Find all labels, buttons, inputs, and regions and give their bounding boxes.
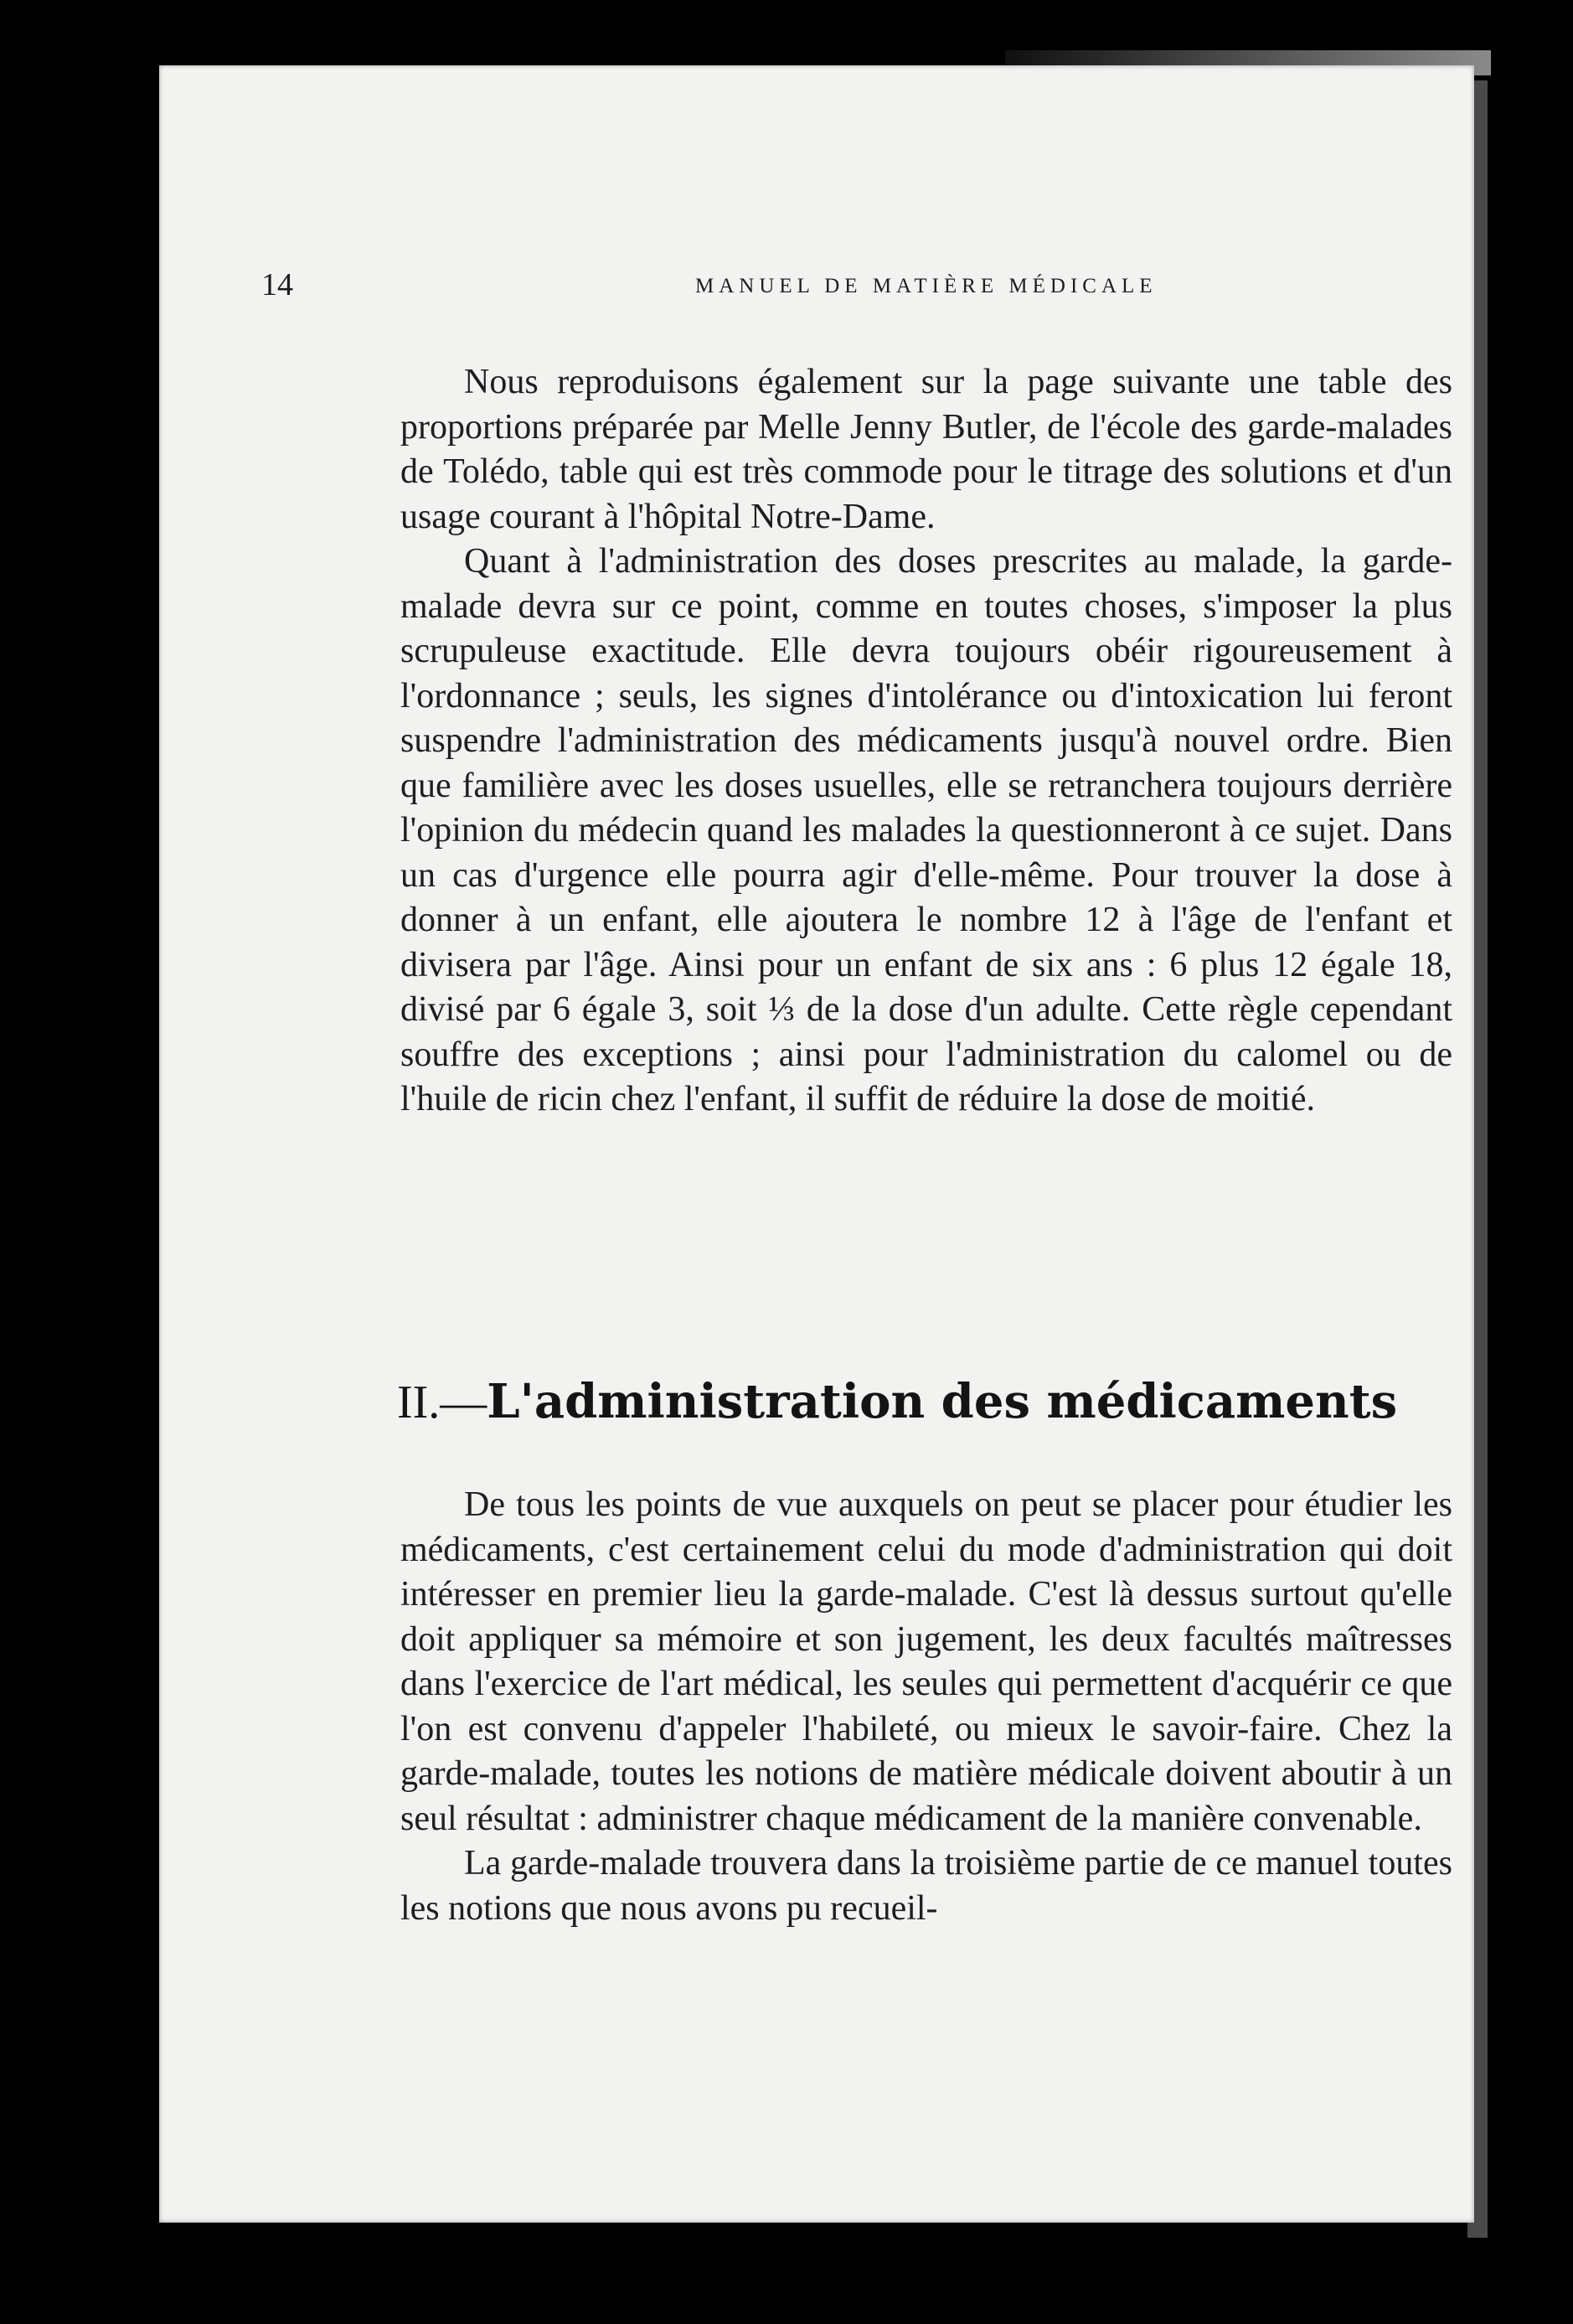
paragraph: La garde-malade trouvera dans la troisième partie de ce manuel toutes les notions que nous avons pu recueil- [400,1844,1452,1928]
section-heading [397,1374,1461,1429]
running-title: MANUEL DE MATIÈRE MÉDICALE [695,275,1158,297]
body-text-top [400,360,1452,1123]
section-title: L'administration des médicaments [487,1374,1398,1429]
paragraph: Nous reproduisons également sur la page suivante une table des proportions préparée par Melle Jenny Butler, de l'école des garde-malades de Tolédo, table qui est très commode pour le titrage des solutions et d'un usage courant à l'hôpital Notre-Dame. [400,363,1452,536]
page-number: 14 [261,267,293,302]
page-header [0,266,1573,308]
body-text-bottom [400,1483,1452,1931]
paragraph: De tous les points de vue auxquels on peut se placer pour étudier les médicaments, c'est certainement celui du mode d'administration qui doit intéresser en premier lieu la garde-malade. C'est là dessus surtout qu'elle doit appliquer sa mémoire et son jugement, les deux facultés maîtresses dans l'exercice de l'art médical, les seules qui permettent d'acquérir ce que l'on est convenu d'appeler l'habileté, ou mieux le savoir-faire. Chez la garde-malade, toutes les notions de matière médicale doivent aboutir à un seul résultat : administrer chaque médicament de la manière convenable. [400,1485,1452,1838]
section-numeral: II.— [397,1376,487,1428]
paragraph: Quant à l'administration des doses prescrites au malade, la garde-malade devra sur ce point, comme en toutes choses, s'imposer la plus scrupuleuse exactitude. Elle devra toujours obéir rigoureusement à l'ordonnance ; seuls, les signes d'intolérance ou d'intoxication lui feront suspendre l'administration des médicaments jusqu'à nouvel ordre. Bien que familière avec les doses usuelles, elle se retranchera toujours derrière l'opinion du médecin quand les malades la questionneront à ce sujet. Dans un cas d'urgence elle pourra agir d'elle-même. Pour trouver la dose à donner à un enfant, elle ajoutera le nombre 12 à l'âge de l'enfant et divisera par l'âge. Ainsi pour un enfant de six ans : 6 plus 12 égale 18, divisé par 6 égale 3, soit ⅓ de la dose d'un adulte. Cette règle cependant souffre des exceptions ; ainsi pour l'administration du calomel ou de l'huile de ricin chez l'enfant, il suffit de réduire la dose de moitié. [400,542,1452,1118]
